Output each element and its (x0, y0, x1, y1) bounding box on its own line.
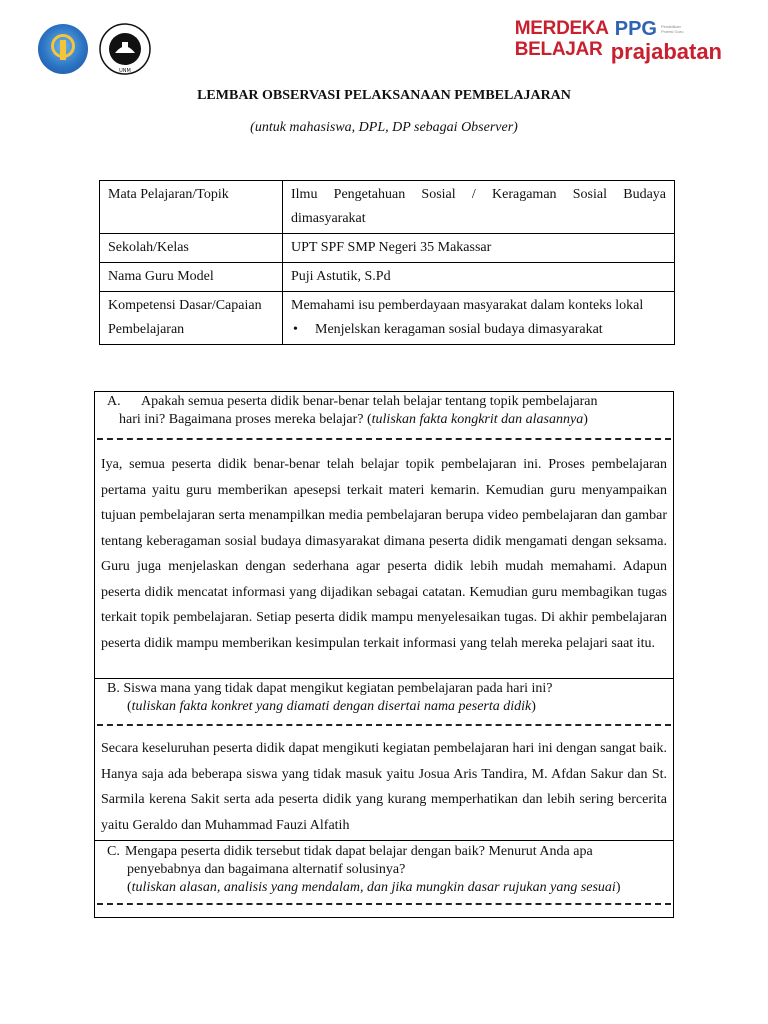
brand-line1: MERDEKA (514, 18, 609, 39)
info-row-competency (100, 292, 675, 345)
ppg-prajabatan-wordmark (610, 18, 722, 64)
question-a (95, 392, 673, 429)
brand-ppg: PPG (614, 18, 657, 40)
question-b-label: B. (107, 681, 120, 696)
document-subtitle: (untuk mahasiswa, DPL, DP sebagai Observer) (250, 120, 518, 135)
competency-bullet-text: Menjelskan keragaman sosial budaya dimasyarakat (315, 322, 603, 337)
info-key: Mata Pelajaran/Topik (100, 181, 283, 234)
question-c-line1 (105, 843, 663, 861)
question-c-text3-end: ) (615, 880, 621, 895)
observation-box (94, 391, 674, 918)
brand-line2: BELAJAR (514, 39, 603, 60)
info-value: Puji Astutik, S.Pd (283, 263, 675, 292)
merdeka-belajar-ppg-logo (515, 18, 722, 64)
competency-bullet (291, 318, 666, 342)
bullet-icon: • (293, 322, 298, 337)
question-a-text2-end: ) (583, 412, 588, 427)
dashed-separator (97, 903, 671, 905)
header-logos-left (38, 22, 152, 76)
brand-prajabatan: prajabatan (610, 39, 722, 64)
info-key: Sekolah/Kelas (100, 234, 283, 263)
info-key: Kompetensi Dasar/Capaian Pembelajaran (100, 292, 283, 345)
question-b-text2-end: ) (531, 699, 536, 714)
answer-b: Secara keseluruhan peserta didik dapat mengikuti kegiatan pembelajaran hari ini dengan sangat baik. Hanya saja ada beberapa siswa yang tidak masuk yaitu Josua Aris Tandira, M. Afdan Sakur dan St. Sarmila kerena Sakit serta ada peserta didik yang kurang memperhatikan dan lebih sering bercerita yaitu Geraldo dan Muhammad Fauzi Alfatih (101, 741, 667, 833)
question-a-line1 (105, 393, 663, 411)
unm-logo-text: UNM (119, 68, 131, 74)
info-value: Ilmu Pengetahuan Sosial / Keragaman Sosial Budaya dimasyarakat (283, 181, 675, 234)
question-c-line3 (105, 879, 663, 897)
question-c-line2: penyebabnya dan bagaimana alternatif solusinya? (127, 862, 406, 877)
question-b (95, 679, 673, 716)
document-title: LEMBAR OBSERVASI PELAKSANAAN PEMBELAJARAN (197, 88, 571, 103)
competency-text: Memahami isu pemberdayaan masyarakat dalam konteks lokal (291, 298, 644, 313)
info-value-competency (283, 292, 675, 345)
question-b-instruction: tuliskan fakta konkret yang diamati dengan disertai nama peserta didik (131, 699, 532, 714)
question-c-instruction: tuliskan alasan, analisis yang mendalam, dan jika mungkin dasar rujukan yang sesuai (131, 880, 616, 895)
merdeka-belajar-wordmark (515, 18, 609, 60)
lesson-info-table (99, 180, 675, 345)
question-a-text2: hari ini? Bagaimana proses mereka belajar? ( (119, 412, 372, 427)
question-b-line2 (105, 698, 663, 716)
question-a-instruction: tuliskan fakta kongkrit dan alasannya (371, 412, 584, 427)
question-a-label: A. (107, 394, 121, 409)
question-b-line1 (105, 680, 663, 698)
unm-logo (98, 22, 152, 76)
info-value: UPT SPF SMP Negeri 35 Makassar (283, 234, 675, 263)
question-c-text3: ( (127, 880, 132, 895)
info-key: Nama Guru Model (100, 263, 283, 292)
question-b-text: Siswa mana yang tidak dapat mengikut kegiatan pembelajaran pada hari ini? (123, 681, 553, 696)
info-row-teacher (100, 263, 675, 292)
question-b-text2: ( (127, 699, 132, 714)
kemdikbud-logo (38, 24, 88, 74)
answer-a: Iya, semua peserta didik benar-benar telah belajar topik pembelajaran ini. Proses pembelajaran pertama yaitu guru memberikan apesepsi terkait materi kemarin. Kemudian guru menyampaikan tujuan pembelajaran serta menampilkan media pembelajaran berupa video pembelajaran dan gambar tentang keberagaman sosial budaya dimasyarakat dimana peserta didik mengamati dengan seksama. Guru juga menjelaskan dengan sederhana agar peserta didik lebih mudah memahami. Adapun peserta didik mencatat informasi yang dijadikan sebagai catatan. Kemudian guru membagikan tugas terkait topik pembelajaran. Setiap peserta didik mampu menyelesaikan tugas. Di akhir pembelajaran peserta didik mampu memberikan kesimpulan terkait informasi yang telah mereka pelajari saat itu. (101, 457, 667, 651)
info-row-school (100, 234, 675, 263)
brand-ppg-small: Pendidikan Profesi Guru (660, 24, 684, 34)
question-c (95, 841, 673, 897)
question-c-text: Mengapa peserta didik tersebut tidak dapat belajar dengan baik? Menurut Anda apa (125, 844, 593, 859)
question-a-line2 (105, 411, 663, 429)
question-c-label: C. (107, 844, 120, 859)
question-a-text: Apakah semua peserta didik benar-benar telah belajar tentang topik pembelajaran (141, 394, 598, 409)
info-row-topic (100, 181, 675, 234)
